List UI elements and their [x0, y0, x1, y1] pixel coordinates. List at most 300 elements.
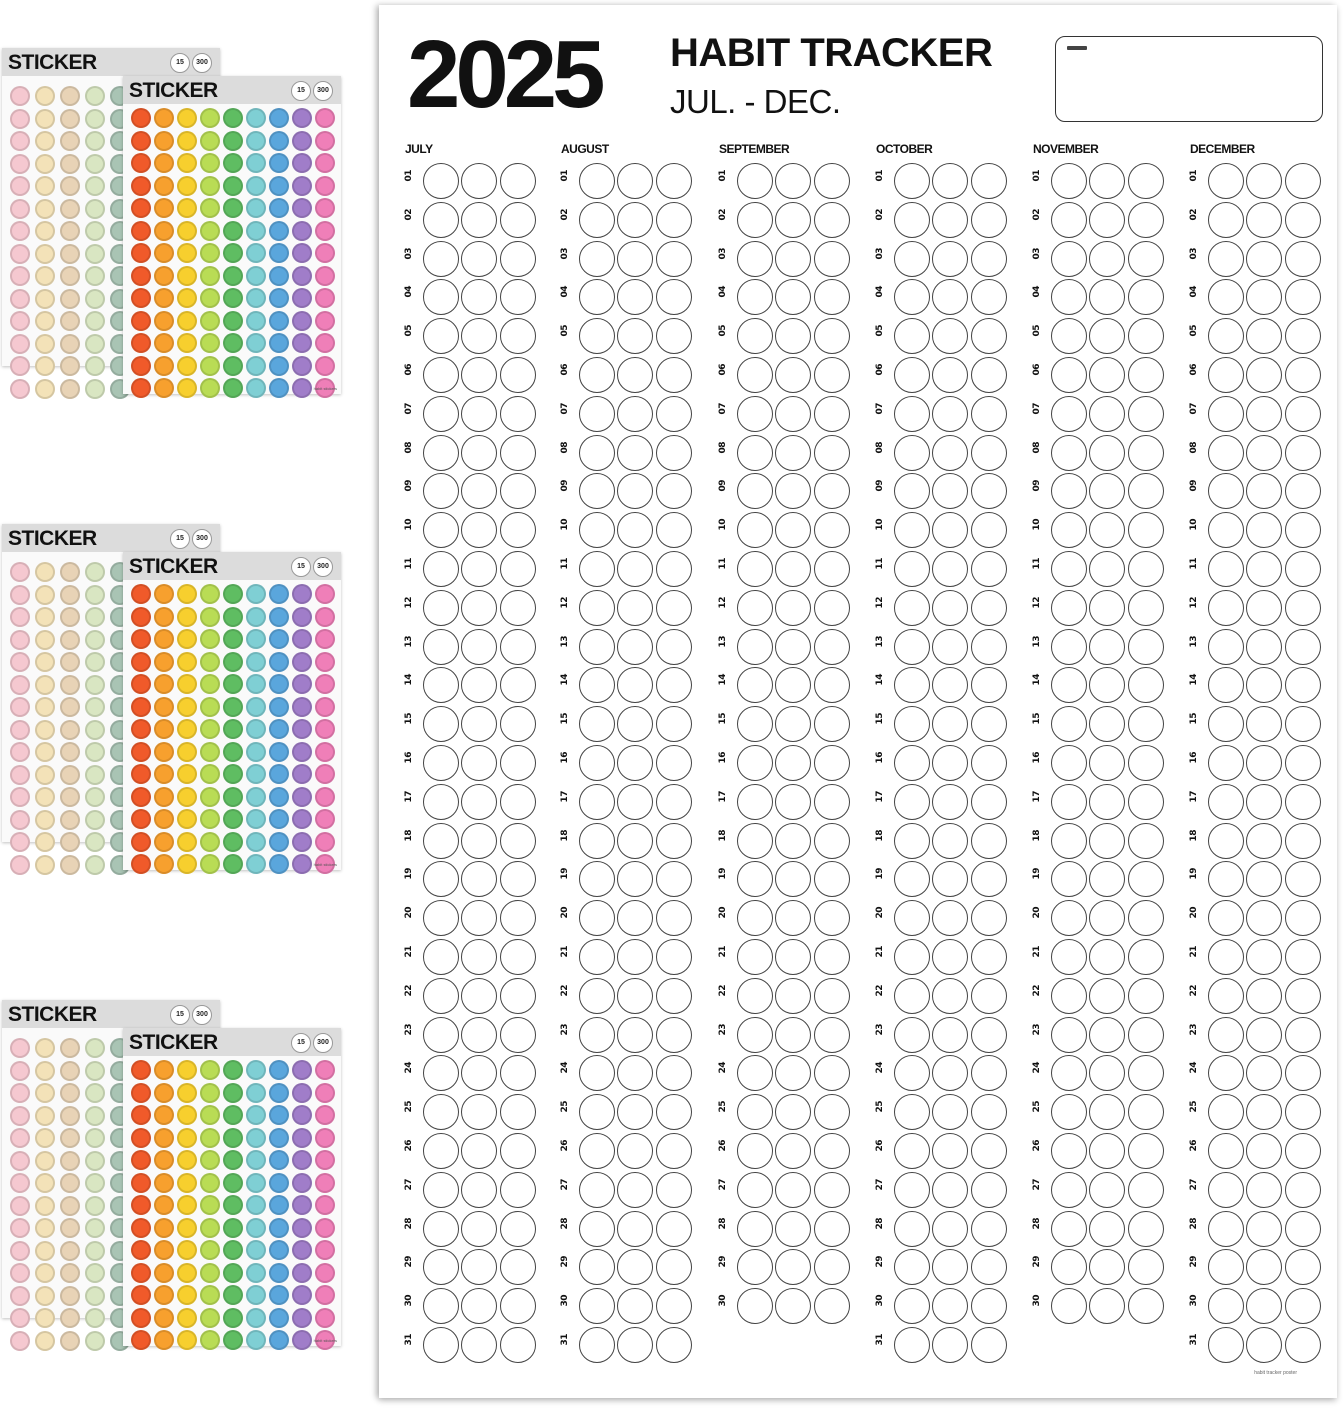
habit-circle[interactable]	[894, 241, 930, 277]
habit-circle[interactable]	[1285, 1133, 1321, 1169]
habit-circle[interactable]	[894, 1017, 930, 1053]
habit-circle[interactable]	[423, 823, 459, 859]
habit-circle[interactable]	[423, 396, 459, 432]
habit-circle[interactable]	[894, 590, 930, 626]
habit-circle[interactable]	[971, 1055, 1007, 1091]
habit-circle[interactable]	[894, 667, 930, 703]
habit-circle[interactable]	[814, 1211, 850, 1247]
habit-circle[interactable]	[775, 706, 811, 742]
habit-circle[interactable]	[971, 435, 1007, 471]
habit-circle[interactable]	[1246, 823, 1282, 859]
habit-circle[interactable]	[1246, 590, 1282, 626]
habit-circle[interactable]	[461, 667, 497, 703]
habit-circle[interactable]	[894, 861, 930, 897]
habit-circle[interactable]	[423, 435, 459, 471]
habit-circle[interactable]	[1208, 202, 1244, 238]
habit-circle[interactable]	[814, 1249, 850, 1285]
habit-circle[interactable]	[500, 1211, 536, 1247]
habit-circle[interactable]	[737, 318, 773, 354]
habit-circle[interactable]	[617, 279, 653, 315]
habit-circle[interactable]	[579, 1055, 615, 1091]
habit-circle[interactable]	[1089, 590, 1125, 626]
habit-circle[interactable]	[932, 1133, 968, 1169]
habit-circle[interactable]	[423, 1055, 459, 1091]
habit-circle[interactable]	[1285, 1288, 1321, 1324]
habit-circle[interactable]	[1208, 823, 1244, 859]
habit-circle[interactable]	[1051, 1133, 1087, 1169]
habit-circle[interactable]	[814, 1094, 850, 1130]
habit-circle[interactable]	[1128, 939, 1164, 975]
habit-circle[interactable]	[1128, 706, 1164, 742]
habit-circle[interactable]	[1089, 357, 1125, 393]
habit-circle[interactable]	[1208, 590, 1244, 626]
habit-circle[interactable]	[814, 1017, 850, 1053]
habit-circle[interactable]	[423, 1094, 459, 1130]
habit-circle[interactable]	[1128, 629, 1164, 665]
habit-circle[interactable]	[971, 590, 1007, 626]
habit-circle[interactable]	[814, 512, 850, 548]
habit-circle[interactable]	[1208, 861, 1244, 897]
habit-circle[interactable]	[814, 978, 850, 1014]
habit-circle[interactable]	[656, 590, 692, 626]
habit-circle[interactable]	[1246, 629, 1282, 665]
habit-circle[interactable]	[737, 1133, 773, 1169]
habit-circle[interactable]	[894, 939, 930, 975]
habit-circle[interactable]	[932, 202, 968, 238]
habit-circle[interactable]	[1051, 706, 1087, 742]
habit-circle[interactable]	[1128, 202, 1164, 238]
habit-circle[interactable]	[971, 1288, 1007, 1324]
habit-circle[interactable]	[579, 241, 615, 277]
habit-circle[interactable]	[461, 318, 497, 354]
habit-circle[interactable]	[579, 1172, 615, 1208]
habit-circle[interactable]	[617, 1288, 653, 1324]
habit-circle[interactable]	[617, 435, 653, 471]
habit-circle[interactable]	[1128, 357, 1164, 393]
habit-circle[interactable]	[737, 667, 773, 703]
habit-circle[interactable]	[617, 202, 653, 238]
habit-circle[interactable]	[894, 163, 930, 199]
habit-circle[interactable]	[971, 473, 1007, 509]
habit-circle[interactable]	[932, 1094, 968, 1130]
habit-circle[interactable]	[1128, 435, 1164, 471]
habit-circle[interactable]	[1089, 745, 1125, 781]
habit-circle[interactable]	[971, 1327, 1007, 1363]
habit-circle[interactable]	[656, 435, 692, 471]
habit-circle[interactable]	[814, 241, 850, 277]
habit-circle[interactable]	[971, 163, 1007, 199]
habit-circle[interactable]	[894, 357, 930, 393]
habit-circle[interactable]	[1246, 551, 1282, 587]
habit-circle[interactable]	[894, 473, 930, 509]
habit-circle[interactable]	[1128, 1288, 1164, 1324]
habit-circle[interactable]	[1208, 357, 1244, 393]
habit-circle[interactable]	[1285, 241, 1321, 277]
habit-circle[interactable]	[737, 357, 773, 393]
habit-circle[interactable]	[1246, 241, 1282, 277]
habit-circle[interactable]	[775, 318, 811, 354]
habit-circle[interactable]	[617, 1172, 653, 1208]
habit-circle[interactable]	[1208, 279, 1244, 315]
habit-circle[interactable]	[1208, 512, 1244, 548]
habit-circle[interactable]	[656, 978, 692, 1014]
habit-circle[interactable]	[656, 318, 692, 354]
habit-circle[interactable]	[500, 939, 536, 975]
habit-circle[interactable]	[1089, 279, 1125, 315]
habit-circle[interactable]	[579, 435, 615, 471]
habit-circle[interactable]	[1089, 939, 1125, 975]
habit-circle[interactable]	[579, 357, 615, 393]
habit-circle[interactable]	[579, 823, 615, 859]
habit-circle[interactable]	[579, 473, 615, 509]
habit-circle[interactable]	[775, 590, 811, 626]
habit-circle[interactable]	[737, 1211, 773, 1247]
habit-circle[interactable]	[894, 629, 930, 665]
habit-circle[interactable]	[500, 512, 536, 548]
habit-circle[interactable]	[423, 473, 459, 509]
habit-circle[interactable]	[1089, 241, 1125, 277]
habit-circle[interactable]	[971, 357, 1007, 393]
habit-circle[interactable]	[1285, 473, 1321, 509]
habit-circle[interactable]	[500, 396, 536, 432]
habit-circle[interactable]	[656, 1249, 692, 1285]
habit-circle[interactable]	[737, 1017, 773, 1053]
habit-circle[interactable]	[461, 1133, 497, 1169]
habit-circle[interactable]	[1128, 473, 1164, 509]
habit-circle[interactable]	[932, 435, 968, 471]
habit-circle[interactable]	[971, 939, 1007, 975]
habit-circle[interactable]	[1089, 318, 1125, 354]
habit-circle[interactable]	[1285, 590, 1321, 626]
habit-circle[interactable]	[894, 1288, 930, 1324]
habit-circle[interactable]	[1246, 318, 1282, 354]
habit-circle[interactable]	[971, 1211, 1007, 1247]
habit-circle[interactable]	[775, 629, 811, 665]
habit-circle[interactable]	[894, 1249, 930, 1285]
habit-circle[interactable]	[1051, 279, 1087, 315]
habit-circle[interactable]	[423, 1172, 459, 1208]
habit-circle[interactable]	[1089, 900, 1125, 936]
habit-circle[interactable]	[1089, 396, 1125, 432]
habit-circle[interactable]	[461, 590, 497, 626]
habit-circle[interactable]	[656, 551, 692, 587]
habit-circle[interactable]	[1051, 163, 1087, 199]
habit-circle[interactable]	[1051, 1211, 1087, 1247]
habit-circle[interactable]	[775, 279, 811, 315]
habit-circle[interactable]	[894, 318, 930, 354]
habit-circle[interactable]	[1128, 1172, 1164, 1208]
habit-circle[interactable]	[461, 163, 497, 199]
habit-circle[interactable]	[656, 396, 692, 432]
habit-circle[interactable]	[932, 667, 968, 703]
habit-circle[interactable]	[1089, 1017, 1125, 1053]
habit-circle[interactable]	[1089, 978, 1125, 1014]
habit-circle[interactable]	[1208, 1288, 1244, 1324]
habit-circle[interactable]	[932, 473, 968, 509]
habit-circle[interactable]	[500, 1133, 536, 1169]
habit-circle[interactable]	[461, 241, 497, 277]
habit-circle[interactable]	[1051, 1288, 1087, 1324]
habit-circle[interactable]	[500, 202, 536, 238]
habit-circle[interactable]	[461, 473, 497, 509]
habit-circle[interactable]	[971, 241, 1007, 277]
habit-circle[interactable]	[814, 279, 850, 315]
habit-circle[interactable]	[814, 396, 850, 432]
habit-circle[interactable]	[1051, 396, 1087, 432]
habit-circle[interactable]	[1051, 629, 1087, 665]
habit-circle[interactable]	[500, 435, 536, 471]
habit-circle[interactable]	[1089, 1172, 1125, 1208]
habit-circle[interactable]	[500, 1094, 536, 1130]
habit-circle[interactable]	[814, 823, 850, 859]
habit-circle[interactable]	[932, 784, 968, 820]
habit-circle[interactable]	[500, 279, 536, 315]
habit-circle[interactable]	[775, 1211, 811, 1247]
habit-circle[interactable]	[894, 1172, 930, 1208]
habit-circle[interactable]	[894, 706, 930, 742]
habit-circle[interactable]	[971, 900, 1007, 936]
habit-circle[interactable]	[423, 900, 459, 936]
habit-circle[interactable]	[500, 784, 536, 820]
habit-circle[interactable]	[423, 512, 459, 548]
habit-circle[interactable]	[894, 279, 930, 315]
habit-circle[interactable]	[1285, 823, 1321, 859]
habit-circle[interactable]	[1089, 1211, 1125, 1247]
habit-circle[interactable]	[461, 900, 497, 936]
habit-circle[interactable]	[1285, 978, 1321, 1014]
habit-circle[interactable]	[461, 551, 497, 587]
habit-circle[interactable]	[656, 357, 692, 393]
habit-circle[interactable]	[932, 590, 968, 626]
habit-circle[interactable]	[579, 551, 615, 587]
habit-circle[interactable]	[1089, 202, 1125, 238]
habit-circle[interactable]	[932, 357, 968, 393]
habit-circle[interactable]	[656, 241, 692, 277]
habit-circle[interactable]	[971, 512, 1007, 548]
habit-circle[interactable]	[1208, 318, 1244, 354]
habit-circle[interactable]	[1128, 163, 1164, 199]
habit-circle[interactable]	[1208, 706, 1244, 742]
habit-circle[interactable]	[775, 939, 811, 975]
habit-circle[interactable]	[1246, 1094, 1282, 1130]
habit-circle[interactable]	[1285, 279, 1321, 315]
habit-circle[interactable]	[1208, 629, 1244, 665]
habit-circle[interactable]	[737, 706, 773, 742]
habit-circle[interactable]	[1246, 667, 1282, 703]
habit-circle[interactable]	[1285, 861, 1321, 897]
habit-circle[interactable]	[1208, 1133, 1244, 1169]
habit-circle[interactable]	[656, 1211, 692, 1247]
habit-circle[interactable]	[814, 1055, 850, 1091]
habit-circle[interactable]	[617, 473, 653, 509]
habit-circle[interactable]	[775, 784, 811, 820]
habit-circle[interactable]	[775, 745, 811, 781]
habit-circle[interactable]	[1208, 667, 1244, 703]
habit-circle[interactable]	[894, 396, 930, 432]
habit-circle[interactable]	[932, 861, 968, 897]
habit-circle[interactable]	[814, 900, 850, 936]
habit-circle[interactable]	[932, 318, 968, 354]
habit-circle[interactable]	[1246, 473, 1282, 509]
habit-circle[interactable]	[932, 551, 968, 587]
habit-circle[interactable]	[894, 784, 930, 820]
habit-circle[interactable]	[1285, 396, 1321, 432]
habit-circle[interactable]	[423, 939, 459, 975]
habit-circle[interactable]	[656, 473, 692, 509]
habit-circle[interactable]	[579, 706, 615, 742]
habit-circle[interactable]	[579, 318, 615, 354]
habit-circle[interactable]	[617, 512, 653, 548]
habit-circle[interactable]	[423, 279, 459, 315]
habit-circle[interactable]	[1285, 357, 1321, 393]
habit-circle[interactable]	[1089, 435, 1125, 471]
habit-circle[interactable]	[1128, 512, 1164, 548]
habit-circle[interactable]	[737, 861, 773, 897]
habit-circle[interactable]	[737, 435, 773, 471]
habit-circle[interactable]	[894, 978, 930, 1014]
habit-circle[interactable]	[1208, 939, 1244, 975]
habit-circle[interactable]	[1128, 745, 1164, 781]
habit-circle[interactable]	[1208, 900, 1244, 936]
habit-circle[interactable]	[617, 1327, 653, 1363]
habit-circle[interactable]	[579, 745, 615, 781]
habit-circle[interactable]	[1089, 1055, 1125, 1091]
habit-circle[interactable]	[656, 706, 692, 742]
habit-circle[interactable]	[500, 745, 536, 781]
habit-circle[interactable]	[423, 667, 459, 703]
habit-circle[interactable]	[500, 1017, 536, 1053]
habit-circle[interactable]	[1208, 1172, 1244, 1208]
habit-circle[interactable]	[617, 1094, 653, 1130]
habit-circle[interactable]	[1128, 1017, 1164, 1053]
habit-circle[interactable]	[814, 667, 850, 703]
habit-circle[interactable]	[461, 978, 497, 1014]
habit-circle[interactable]	[579, 900, 615, 936]
habit-circle[interactable]	[423, 318, 459, 354]
habit-circle[interactable]	[1128, 1094, 1164, 1130]
habit-circle[interactable]	[656, 279, 692, 315]
habit-circle[interactable]	[1089, 1133, 1125, 1169]
habit-circle[interactable]	[1051, 939, 1087, 975]
habit-circle[interactable]	[617, 823, 653, 859]
habit-circle[interactable]	[1285, 1094, 1321, 1130]
habit-circle[interactable]	[579, 939, 615, 975]
habit-circle[interactable]	[579, 1094, 615, 1130]
habit-circle[interactable]	[1285, 629, 1321, 665]
habit-circle[interactable]	[1051, 435, 1087, 471]
habit-circle[interactable]	[894, 202, 930, 238]
habit-circle[interactable]	[617, 318, 653, 354]
habit-circle[interactable]	[737, 784, 773, 820]
habit-circle[interactable]	[1089, 1288, 1125, 1324]
habit-circle[interactable]	[932, 978, 968, 1014]
habit-circle[interactable]	[656, 667, 692, 703]
habit-circle[interactable]	[617, 706, 653, 742]
habit-circle[interactable]	[1128, 667, 1164, 703]
habit-circle[interactable]	[617, 1055, 653, 1091]
habit-circle[interactable]	[617, 861, 653, 897]
habit-circle[interactable]	[814, 784, 850, 820]
habit-circle[interactable]	[461, 396, 497, 432]
habit-circle[interactable]	[461, 629, 497, 665]
habit-circle[interactable]	[1246, 1211, 1282, 1247]
habit-circle[interactable]	[1089, 823, 1125, 859]
habit-circle[interactable]	[1208, 1094, 1244, 1130]
habit-circle[interactable]	[737, 473, 773, 509]
habit-circle[interactable]	[500, 629, 536, 665]
habit-circle[interactable]	[894, 1211, 930, 1247]
habit-circle[interactable]	[737, 163, 773, 199]
habit-circle[interactable]	[932, 1327, 968, 1363]
habit-circle[interactable]	[656, 1133, 692, 1169]
habit-circle[interactable]	[737, 900, 773, 936]
habit-circle[interactable]	[894, 900, 930, 936]
habit-circle[interactable]	[1285, 939, 1321, 975]
habit-circle[interactable]	[461, 1172, 497, 1208]
habit-circle[interactable]	[500, 861, 536, 897]
habit-circle[interactable]	[932, 1017, 968, 1053]
habit-circle[interactable]	[1128, 241, 1164, 277]
habit-circle[interactable]	[617, 978, 653, 1014]
habit-circle[interactable]	[932, 396, 968, 432]
habit-circle[interactable]	[1246, 1055, 1282, 1091]
habit-circle[interactable]	[656, 1327, 692, 1363]
habit-circle[interactable]	[737, 396, 773, 432]
habit-circle[interactable]	[423, 241, 459, 277]
habit-circle[interactable]	[1128, 279, 1164, 315]
habit-circle[interactable]	[423, 1288, 459, 1324]
habit-circle[interactable]	[775, 978, 811, 1014]
habit-circle[interactable]	[1246, 435, 1282, 471]
habit-circle[interactable]	[617, 667, 653, 703]
habit-circle[interactable]	[1128, 590, 1164, 626]
habit-circle[interactable]	[1246, 900, 1282, 936]
habit-circle[interactable]	[1051, 512, 1087, 548]
habit-circle[interactable]	[1285, 318, 1321, 354]
habit-circle[interactable]	[617, 163, 653, 199]
habit-circle[interactable]	[775, 512, 811, 548]
habit-circle[interactable]	[814, 163, 850, 199]
habit-circle[interactable]	[1285, 1017, 1321, 1053]
habit-circle[interactable]	[775, 435, 811, 471]
habit-circle[interactable]	[775, 1288, 811, 1324]
habit-circle[interactable]	[579, 279, 615, 315]
habit-circle[interactable]	[1246, 939, 1282, 975]
habit-circle[interactable]	[579, 784, 615, 820]
habit-circle[interactable]	[1246, 706, 1282, 742]
habit-circle[interactable]	[579, 978, 615, 1014]
habit-circle[interactable]	[932, 939, 968, 975]
habit-circle[interactable]	[737, 590, 773, 626]
habit-circle[interactable]	[737, 939, 773, 975]
habit-circle[interactable]	[579, 629, 615, 665]
habit-circle[interactable]	[423, 590, 459, 626]
habit-circle[interactable]	[737, 629, 773, 665]
habit-circle[interactable]	[1051, 590, 1087, 626]
habit-circle[interactable]	[617, 551, 653, 587]
habit-circle[interactable]	[461, 512, 497, 548]
habit-circle[interactable]	[971, 667, 1007, 703]
habit-circle[interactable]	[617, 784, 653, 820]
habit-circle[interactable]	[1208, 1249, 1244, 1285]
habit-circle[interactable]	[656, 1094, 692, 1130]
habit-circle[interactable]	[1089, 706, 1125, 742]
habit-circle[interactable]	[1089, 629, 1125, 665]
habit-circle[interactable]	[500, 1288, 536, 1324]
habit-circle[interactable]	[1128, 784, 1164, 820]
habit-circle[interactable]	[775, 823, 811, 859]
habit-circle[interactable]	[894, 435, 930, 471]
